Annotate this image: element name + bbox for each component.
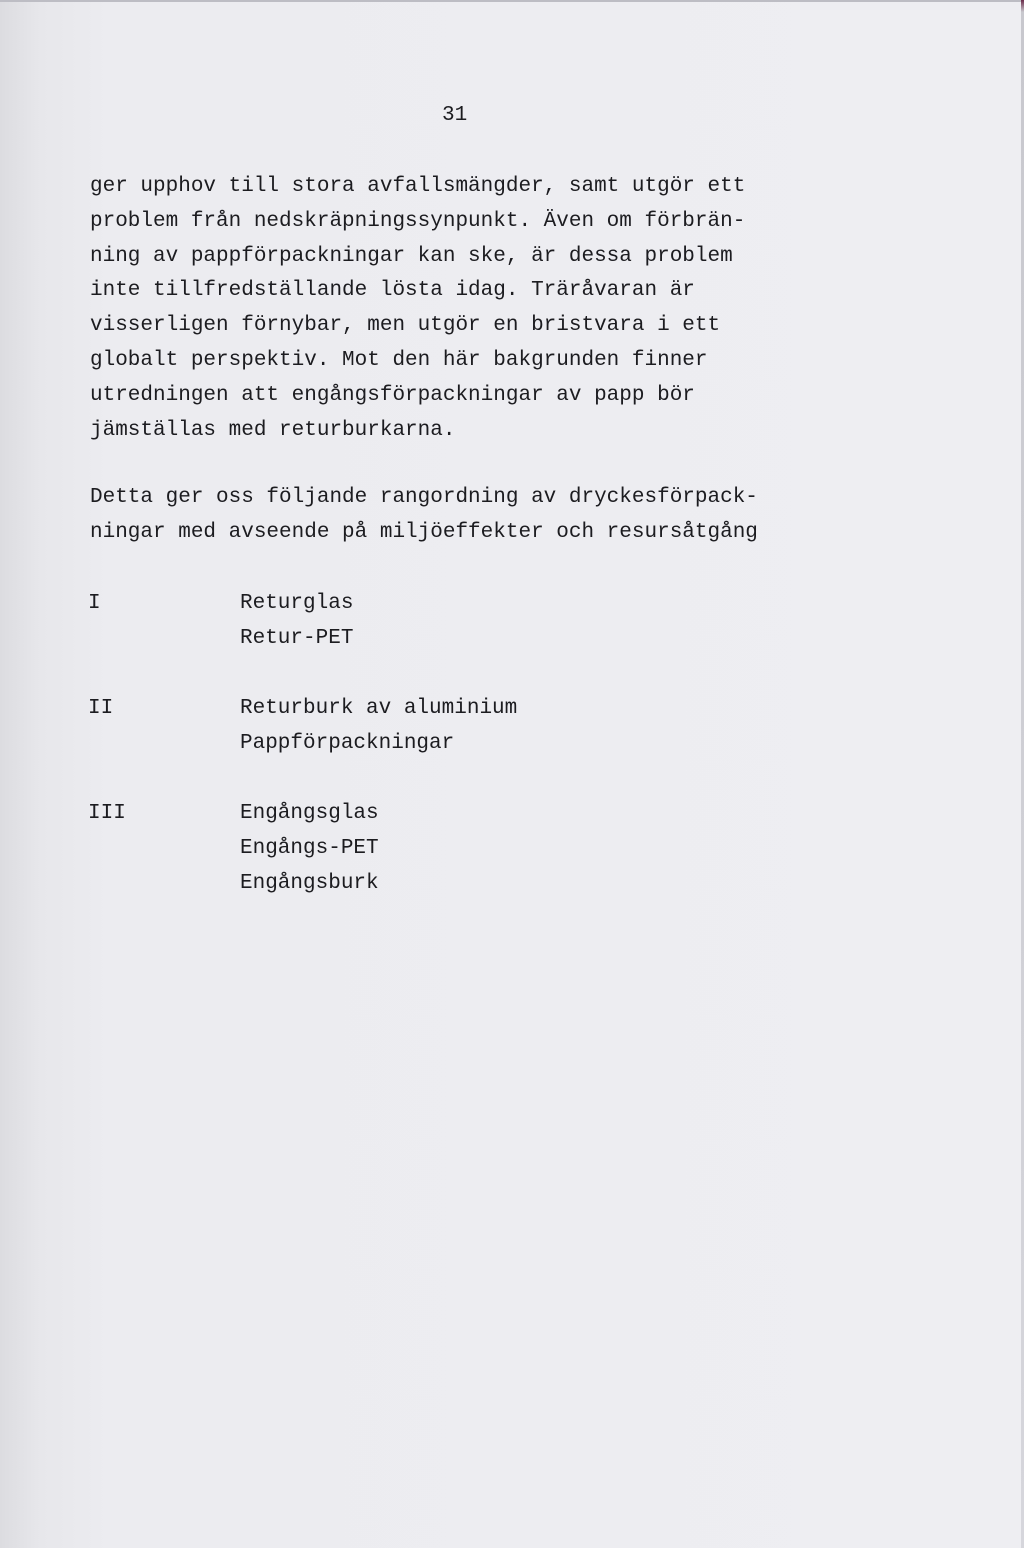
page-number: 31 (442, 104, 468, 127)
rank-item: Engångsglas (240, 802, 379, 825)
rank-group-2 (88, 691, 788, 761)
rank-items (240, 796, 379, 901)
paragraph-line: globalt perspektiv. Mot den här bakgrunden finner (90, 348, 708, 372)
rank-item: Returglas (240, 592, 354, 615)
rank-item: Retur-PET (240, 627, 354, 650)
rank-label: III (88, 802, 126, 825)
rank-item: Pappförpackningar (240, 732, 455, 755)
paragraph-line: ger upphov till stora avfallsmängder, samt utgör ett (90, 175, 746, 198)
rank-item: Engångsburk (240, 872, 379, 895)
rank-item: Returburk av aluminium (240, 697, 518, 720)
paragraph-line: Detta ger oss följande rangordning av dryckesförpack- (90, 486, 758, 509)
paragraph-line: jämställas med returburkarna. (90, 418, 456, 442)
paragraph-line: problem från nedskräpningssynpunkt. Även om förbrän- (90, 209, 746, 233)
rank-group-3 (88, 796, 788, 901)
paragraph-ranking-intro (90, 481, 850, 551)
page-top-edge (0, 0, 1024, 2)
paragraph-line: visserligen förnybar, men utgör en bristvara i ett (90, 314, 721, 338)
ranking-list (88, 586, 788, 936)
paragraph-line: utredningen att engångsförpackningar av papp bör (90, 383, 695, 407)
rank-group-1 (88, 586, 788, 656)
paragraph-body (90, 170, 850, 448)
rank-label: I (88, 592, 101, 615)
paragraph-line: ning av pappförpackningar kan ske, är dessa problem (90, 244, 733, 268)
rank-items (240, 691, 517, 761)
rank-items (240, 586, 353, 656)
paragraph-line: ningar med avseende på miljöeffekter och resursåtgång (90, 520, 758, 544)
paragraph-line: inte tillfredställande lösta idag. Träråvaran är (90, 279, 695, 303)
rank-item: Engångs-PET (240, 837, 379, 860)
rank-label: II (88, 697, 114, 720)
